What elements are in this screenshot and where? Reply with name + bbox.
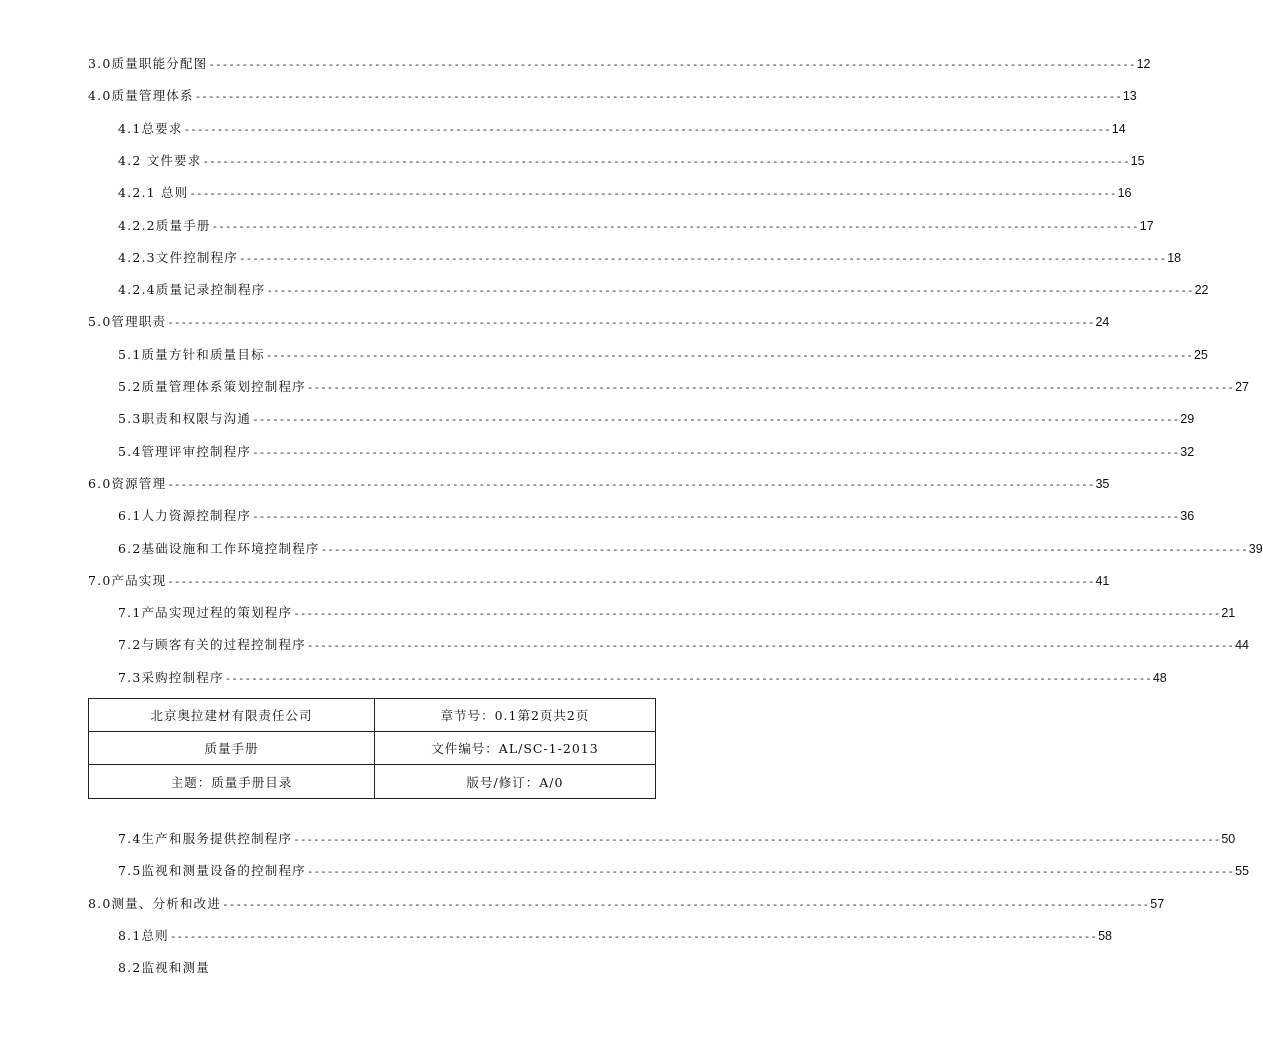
toc-entry-page: 16 [1117, 186, 1132, 201]
toc-entry-page: 48 [1152, 670, 1167, 685]
toc-leader: -------------------------------------------------------------------------------------------------------------------------------------------- [194, 90, 1122, 104]
toc-entry[interactable] [88, 475, 1110, 493]
company-name: 北京奥拉建材有限责任公司 [89, 699, 375, 732]
toc-leader: -------------------------------------------------------------------------------------------------------------------------------------------- [202, 154, 1130, 168]
toc-leader: -------------------------------------------------------------------------------------------------------------------------------------------- [252, 445, 1180, 459]
toc-leader: -------------------------------------------------------------------------------------------------------------------------------------------- [266, 284, 1194, 298]
toc-entry[interactable] [88, 55, 1151, 73]
toc-entry[interactable] [118, 540, 1263, 558]
toc-entry-page: 58 [1098, 928, 1112, 943]
toc-leader: -------------------------------------------------------------------------------------------------------------------------------------------- [306, 381, 1235, 394]
toc-entry-page: 50 [1221, 832, 1236, 846]
toc-leader: -------------------------------------------------------------------------------------------------------------------------------------------- [169, 929, 1098, 943]
toc-entry-page: 24 [1095, 315, 1110, 330]
toc-entry[interactable] [118, 378, 1249, 396]
toc-entry-title: 4.2.3文件控制程序 [118, 249, 239, 265]
toc-entry-page: 35 [1095, 476, 1110, 491]
toc-entry-title: 8.2监视和测量 [118, 960, 210, 976]
toc-entry[interactable] [118, 604, 1236, 622]
toc-leader: -------------------------------------------------------------------------------------------------------------------------------------------- [293, 833, 1221, 846]
toc-entry-title: 3.0质量职能分配图 [88, 56, 208, 71]
toc-entry[interactable] [118, 184, 1132, 202]
toc-entry-page: 36 [1180, 509, 1195, 524]
document-header-table [88, 698, 656, 799]
toc-leader: -------------------------------------------------------------------------------------------------------------------------------------------- [167, 574, 1095, 588]
toc-leader: -------------------------------------------------------------------------------------------------------------------------------------------- [224, 671, 1152, 685]
toc-entry-title: 5.2质量管理体系策划控制程序 [118, 379, 306, 394]
toc-entry-title: 4.1总要求 [118, 120, 183, 136]
toc-leader: -------------------------------------------------------------------------------------------------------------------------------------------- [211, 219, 1139, 233]
toc-entry-page: 44 [1235, 638, 1249, 653]
toc-entry-title: 7.3采购控制程序 [118, 669, 224, 685]
toc-entry[interactable] [118, 862, 1249, 880]
document-type: 质量手册 [89, 732, 375, 765]
toc-entry[interactable] [118, 217, 1154, 235]
toc-entry[interactable] [118, 281, 1209, 299]
toc-entry[interactable] [118, 636, 1249, 654]
toc-entry-title: 6.1人力资源控制程序 [118, 508, 252, 524]
toc-entry-page: 12 [1136, 57, 1151, 71]
toc-entry-title: 4.0质量管理体系 [88, 88, 194, 104]
toc-entry-title: 4.2.1 总则 [118, 185, 189, 201]
toc-leader: -------------------------------------------------------------------------------------------------------------------------------------------- [306, 865, 1235, 879]
toc-entry-page: 39 [1248, 541, 1263, 556]
toc-entry[interactable] [88, 313, 1110, 331]
toc-entry-page: 25 [1193, 347, 1208, 362]
toc-entry-title: 6.0资源管理 [88, 475, 167, 491]
toc-leader: -------------------------------------------------------------------------------------------------------------------------------------------- [293, 607, 1221, 621]
toc-entry[interactable] [118, 346, 1208, 364]
toc-entry-title: 7.1产品实现过程的策划程序 [118, 605, 293, 621]
toc-leader: -------------------------------------------------------------------------------------------------------------------------------------------- [167, 316, 1095, 330]
toc-leader: -------------------------------------------------------------------------------------------------------------------------------------------- [183, 122, 1111, 136]
toc-entry-page: 32 [1180, 444, 1195, 459]
toc-leader: -------------------------------------------------------------------------------------------------------------------------------------------- [320, 542, 1248, 556]
toc-entry-title: 6.2基础设施和工作环境控制程序 [118, 540, 320, 556]
toc-entry[interactable] [118, 443, 1195, 461]
toc-entry-title: 7.0产品实现 [88, 572, 167, 588]
toc-leader: -------------------------------------------------------------------------------------------------------------------------------------------- [222, 897, 1150, 911]
toc-entry-title: 4.2 文件要求 [118, 152, 202, 168]
toc-leader: -------------------------------------------------------------------------------------------------------------------------------------------- [189, 187, 1117, 201]
toc-entry-title: 5.3职责和权限与沟通 [118, 411, 252, 427]
toc-entry[interactable] [118, 507, 1195, 525]
toc-entry[interactable] [118, 927, 1112, 945]
toc-entry-title: 8.1总则 [118, 927, 169, 943]
toc-entry-title: 5.1质量方针和质量目标 [118, 346, 265, 362]
toc-entry-title: 7.4生产和服务提供控制程序 [118, 831, 293, 846]
version: 版号/修订：A/0 [375, 765, 656, 799]
toc-entry-title: 4.2.2质量手册 [118, 217, 211, 233]
toc-entry[interactable] [118, 120, 1126, 138]
toc-entry-page: 15 [1130, 153, 1145, 168]
toc-leader: -------------------------------------------------------------------------------------------------------------------------------------------- [306, 639, 1235, 653]
toc-entry-title: 5.4管理评审控制程序 [118, 443, 252, 459]
toc-entry-title: 5.0管理职责 [88, 314, 167, 330]
toc-entry-page: 14 [1111, 121, 1126, 136]
file-number: 文件编号：AL/SC-1-2013 [375, 732, 656, 765]
toc-leader: -------------------------------------------------------------------------------------------------------------------------------------------- [208, 58, 1136, 71]
toc-entry-page: 29 [1180, 412, 1195, 427]
toc-entry-page: 27 [1235, 380, 1249, 394]
toc-entry[interactable] [118, 249, 1182, 267]
toc-entry[interactable] [88, 895, 1165, 913]
toc-entry[interactable] [118, 669, 1167, 687]
toc-entry-title: 7.2与顾客有关的过程控制程序 [118, 637, 306, 653]
toc-leader: -------------------------------------------------------------------------------------------------------------------------------------------- [252, 413, 1180, 427]
toc-entry-page: 21 [1221, 606, 1236, 621]
toc-leader: -------------------------------------------------------------------------------------------------------------------------------------------- [265, 348, 1193, 362]
toc-entry-title: 8.0测量、分析和改进 [88, 895, 222, 911]
toc-entry-page: 18 [1167, 250, 1182, 265]
toc-entry[interactable] [118, 410, 1195, 428]
toc-entry-page: 22 [1194, 283, 1209, 298]
toc-entry[interactable] [118, 152, 1145, 170]
subject: 主题：质量手册目录 [89, 765, 375, 799]
toc-leader: -------------------------------------------------------------------------------------------------------------------------------------------- [167, 477, 1095, 491]
toc-leader: -------------------------------------------------------------------------------------------------------------------------------------------- [239, 251, 1167, 265]
toc-entry-page: 17 [1139, 218, 1154, 233]
toc-entry-page: 57 [1150, 896, 1165, 911]
toc-leader: -------------------------------------------------------------------------------------------------------------------------------------------- [252, 510, 1180, 524]
toc-entry[interactable] [88, 87, 1137, 105]
toc-entry-title: 4.2.4质量记录控制程序 [118, 282, 266, 298]
toc-entry-title: 7.5监视和测量设备的控制程序 [118, 863, 306, 879]
chapter-number: 章节号：0.1第2页共2页 [375, 699, 656, 732]
toc-entry[interactable] [118, 830, 1236, 848]
toc-entry-page: 41 [1095, 573, 1110, 588]
toc-entry-page: 13 [1122, 89, 1137, 104]
toc-entry[interactable] [118, 959, 622, 977]
toc-entry[interactable] [88, 572, 1110, 590]
toc-entry-page: 55 [1235, 864, 1249, 879]
